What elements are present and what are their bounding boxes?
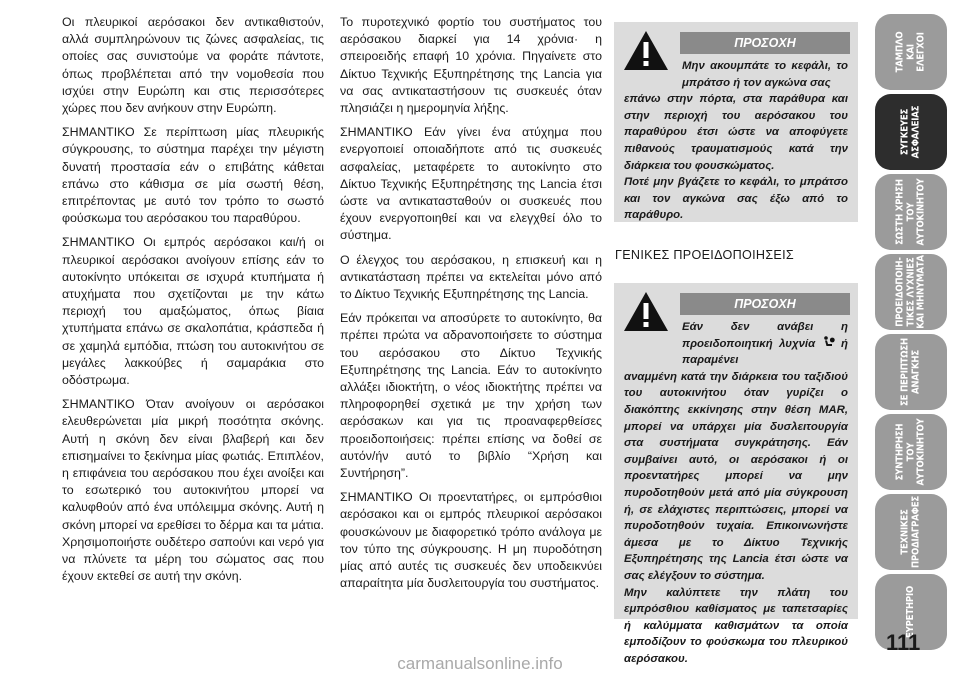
tab-technical-specs[interactable] bbox=[875, 494, 947, 570]
warning-header: ΠΡΟΣΟΧΗ bbox=[680, 293, 850, 315]
tab-label: ΕΥΡΕΤΗΡΙΟ bbox=[904, 585, 916, 639]
airbag-seated-person-icon bbox=[822, 336, 835, 348]
tab-correct-use[interactable] bbox=[875, 174, 947, 250]
chapter-tabs bbox=[875, 14, 947, 654]
tab-label: ΣΥΝΤΗΡΗΣΗ ΤΟΥ ΑΥΤΟΚΙΝΗΤΟΥ bbox=[894, 418, 927, 486]
paragraph: Οι πλευρικοί αερόσακοι δεν αντικαθιστούν, αλλά συμπληρώνουν τις ζώνες ασφαλείας, τις οποίες σας συνιστούμε να φοράτε πάντοτε, όπως προβλέπεται από την νομοθεσία που ισχύει στην Ευρώπη και στις περισσότερες χώρες που δεν ανήκουν στην Ευρώπη. bbox=[62, 15, 324, 116]
tab-label: ΤΑΜΠΛΟ ΚΑΙ ΕΛΕΓΧΟΙ bbox=[894, 31, 927, 73]
warning-body: αναμμένη κατά την διάρκεια του ταξιδιού του αυτοκινήτου όταν γυρίζει ο διακόπτης εκκίνησης στην θέση MAR, μπορεί να υπάρχει μία δυσλειτουργία στα συστήματα συγκράτησης. Εάν συμβαίνει αυτό, οι αερόσακοι ή οι προεντατήρες μπορεί να μην πυροδοτηθούν μετά από μία σύγκρουση ή, σε ελάχιστες περιπτώσεις, μπορεί να πυροδοτηθούν τυχαία. Επικοινωνήστε άμεσα με το Δίκτυο Τεχνικής Εξυπηρέτησης της Lancia έτσι ώστε να σας ελέγξουν το σύστημα. bbox=[624, 370, 848, 582]
paragraph: ΣΗΜΑΝΤΙΚΟ Οι προεντατήρες, οι εμπρόσθιοι αερόσακοι και οι εμπρός πλευρικοί αερόσακοι φουσκώνουν με διαφορετικό τρόπο ανάλογα με τον τύπο της σύγκρουσης. Η μη πυροδότηση μίας από αυτές τις συσκευές δεν υποδεικνύει απαραίτητα μία δυσλειτουργία του συστήματος. bbox=[340, 490, 602, 591]
tab-label: ΤΕΧΝΙΚΕΣ ΠΡΟΔΙΑΓΡΑΦΕΣ bbox=[899, 496, 921, 568]
text-column-left bbox=[62, 14, 324, 593]
tab-label: ΣΕ ΠΕΡΙΠΤΩΣΗ ΑΝΑΓΚΗΣ bbox=[899, 338, 921, 406]
paragraph: Το πυροτεχνικό φορτίο του συστήματος του αερόσακου διαρκεί για 14 χρόνια· η σπειροειδής επαφή 10 χρόνια. Πηγαίνετε στο Δίκτυο Τεχνικής Εξυπηρέτησης της Lancia για να σας αντικαταστήσουν τις συσκευές όταν πλησιάζει η ημερομηνία λήξης. bbox=[340, 15, 602, 116]
warning-body: επάνω στην πόρτα, στα παράθυρα και στην περιοχή του αερόσακου του παραθύρου έτσι ώστε να αποφύγετε πιθανούς τραυματισμούς κατά την διάρκεια του φουσκώματος. bbox=[624, 93, 848, 172]
tab-emergency[interactable] bbox=[875, 334, 947, 410]
paragraph: ΣΗΜΑΝΤΙΚΟ Εάν γίνει ένα ατύχημα που ενεργοποιεί οποιαδήποτε από τις συσκευές ασφαλείας, μεταφέρετε το αυτοκίνητο στο Δίκτυο Τεχνικής Εξυπηρέτησης της Lancia έτσι ώστε να αντικατασταθούν οι συσκευές που έχουν ενεργοποιηθεί και να ελεγχθεί όλο το σύστημα. bbox=[340, 125, 602, 243]
paragraph: Ο έλεγχος του αερόσακου, η επισκευή και η αντικατάσταση πρέπει να εκτελείται μόνο από το Δίκτυο Τεχνικής Εξυπηρέτησης της Lancia. bbox=[340, 252, 602, 302]
warning-text bbox=[624, 319, 848, 667]
paragraph: ΣΗΜΑΝΤΙΚΟ Οι εμπρός αερόσακοι και/ή οι πλευρικοί αερόσακοι ανοίγουν επίσης εάν το αυτοκίνητο υπόκειται σε ισχυρά κτυπήματα ή ατυχήματα που σχετίζονται με την κάτω περιοχή του αμαξώματος, όπως βίαια χτυπήματα επάνω σε σκαλοπάτια, κράσπεδα ή σε χαμηλά εμπόδια, πτώση του αυτοκινήτου σε μεγάλες λακκούβες ή σαμαράκια στο οδόστρωμα. bbox=[62, 235, 324, 388]
warning-lead-b: ή παραμένει bbox=[682, 337, 848, 367]
warning-lead-a: Εάν δεν ανάβει η προειδοποιητική λυχνία bbox=[682, 321, 848, 350]
paragraph: Εάν πρόκειται να αποσύρετε το αυτοκίνητο, θα πρέπει πρώτα να αδρανοποιήσετε το σύστημα του αερόσακου στο Δίκτυο Τεχνικής Εξυπηρέτησης της Lancia. Εάν το αυτοκίνητο αλλάξει ιδιοκτήτη, ο νέος ιδιοκτήτης πρέπει να πληροφορηθεί σχετικά με την χρήση των αερόσακων και για τις προαναφερθείσες προειδοποιήσεις: πρέπει επίσης να δοθεί σε αυτόν/ήν αυτό το βιβλίο “Χρήση και Συντήρηση”. bbox=[340, 311, 602, 481]
tab-dashboard-controls[interactable] bbox=[875, 14, 947, 90]
tab-label: ΣΥΓΚΕΥΕΣ ΑΣΦΑΛΕΙΑΣ bbox=[899, 105, 921, 159]
paragraph: ΣΗΜΑΝΤΙΚΟ Σε περίπτωση μίας πλευρικής σύγκρουσης, το σύστημα παρέχει την μέγιστη δυνατή προστασία εάν ο επιβάτης κάθεται επάνω στο κάθισμα σε μία σωστή θέση, επιτρέποντας με αυτό τον τρόπο το σωστό φούσκωμα του αερόσακου του παραθύρου. bbox=[62, 125, 324, 226]
warning-lead: Μην ακουμπάτε το κεφάλι, το μπράτσο ή τον αγκώνα σας bbox=[682, 60, 848, 89]
tab-label: ΠΡΟΕΙΔΟΠΟΙΗ- ΤΙΚΕΣ ΛΥΧΝΙΕΣ ΚΑΙ ΜΗΝΥΜΑΤΑ bbox=[894, 255, 927, 329]
tab-label: ΣΩΣΤΗ ΧΡΗΣΗ ΤΟΥ ΑΥΤΟΚΙΝΗΤΟΥ bbox=[894, 178, 927, 246]
text-column-middle bbox=[340, 14, 602, 600]
page-number: 111 bbox=[886, 630, 921, 655]
warning-lead bbox=[624, 319, 848, 369]
tab-maintenance[interactable] bbox=[875, 414, 947, 490]
warning-box-window-airbag bbox=[614, 22, 858, 222]
warning-body-2: Μην καλύπτετε την πλάτη του εμπρόσθιου καθίσματος με ταπετσαρίες ή καλύμματα καθισμάτων τα οποία εμποδίζουν το φούσκωμα του πλευρικού αερόσακου. bbox=[624, 586, 848, 665]
tab-warning-lights[interactable] bbox=[875, 254, 947, 330]
warning-body-2: Ποτέ μην βγάζετε το κεφάλι, το μπράτσο και τον αγκώνα σας έξω από το παράθυρο. bbox=[624, 176, 848, 222]
warning-text bbox=[624, 58, 848, 224]
watermark: carmanualsonline.info bbox=[397, 654, 563, 673]
paragraph: ΣΗΜΑΝΤΙΚΟ Όταν ανοίγουν οι αερόσακοι ελευθερώνεται μία μικρή ποσότητα σκόνης. Αυτή η σκόνη δεν είναι βλαβερή και δεν επισημαίνει το ξεκίνημα μίας φωτιάς. Επιπλέον, η επιφάνεια του αερόσακου που έχει ανοίξει και το εσωτερικό του αυτοκινήτου μπορεί να καλυφθούν από ένα υπόλειμμα σκόνης. Αυτή η σκόνη μπορεί να ερεθίσει το δέρμα και τα μάτια. Χρησιμοποιήστε ουδέτερο σαπούνι και νερό για να πλύνετε τα μέρη του σώματος σας που έχουν εκτεθεί σε αυτή την σκόνη. bbox=[62, 397, 324, 584]
tab-safety-devices[interactable] bbox=[875, 94, 947, 170]
warning-header: ΠΡΟΣΟΧΗ bbox=[680, 32, 850, 54]
warning-box-warning-light bbox=[614, 283, 858, 665]
section-title: ΓΕΝΙΚΕΣ ΠΡΟΕΙΔΟΠΟΙΗΣΕΙΣ bbox=[615, 248, 794, 262]
